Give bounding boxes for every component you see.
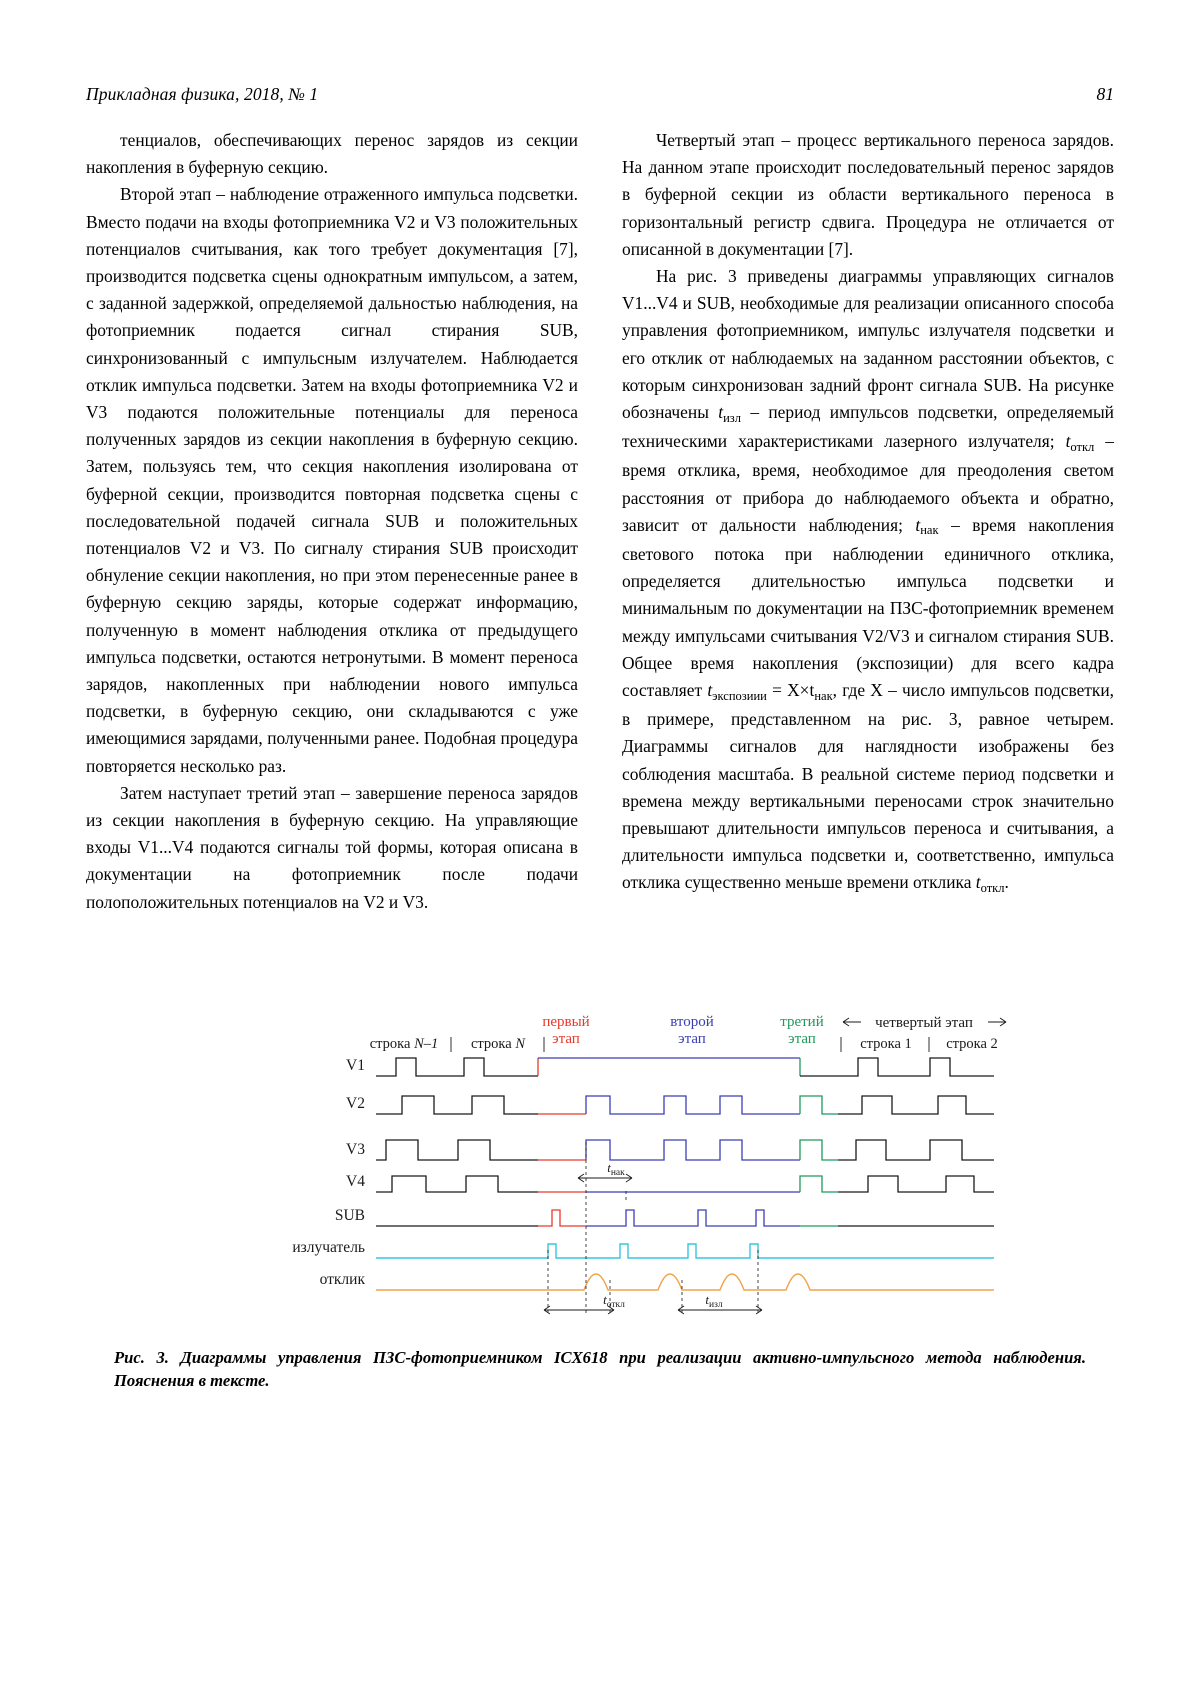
text-run: На рис. 3 приведены диаграммы управляющих сигналов V1...V4 и SUB, необходимые для реализации описанного способа управления фотоприемником, импульс излучателя подсветки и его отклик от наблюдаемых на заданном расстоянии объектов, с которым синхронизован задний фронт сигнала SUB. На рисунке обозначены <box>622 266 1114 423</box>
row-label-v3: V3 <box>346 1141 365 1158</box>
stage-label-3-line2: этап <box>788 1031 816 1047</box>
journal-title: Прикладная физика, 2018, № 1 <box>86 84 319 104</box>
subscript-otkl-2: откл <box>980 880 1005 895</box>
stage-label-1-line1: первый <box>542 1014 590 1030</box>
subscript-nak: нак <box>920 523 939 538</box>
stage-label-1-line2: этап <box>552 1031 580 1047</box>
subscript-nak-2: нак <box>814 688 833 703</box>
text-run: – период импульсов подсветки, определяемый техническими характеристиками лазерного излучателя; <box>622 402 1114 452</box>
symbol-t-nak: t <box>915 514 921 535</box>
waveform-v3 <box>376 1140 994 1160</box>
stage-label-4: четвертый этап <box>875 1015 973 1031</box>
figure-3 <box>86 1004 1114 1392</box>
waveform-sub <box>376 1210 994 1226</box>
timing-diagram-svg <box>86 1004 1114 1334</box>
waveform-emitter <box>376 1244 994 1258</box>
text-run: . <box>1004 872 1009 893</box>
subscript-izl: изл <box>723 410 741 425</box>
paragraph-figure-description <box>622 263 1114 899</box>
text-run: – время накопления светового потока при наблюдении единичного отклика, определяется длительностью импульса подсветки и минимальным по документации на ПЗС-фотоприемник временем между импульсами считывания V2/V3 и сигналом стирания SUB. Общее время накопления (экспозиции) для всего кадра составляет <box>622 514 1114 701</box>
page-header <box>86 84 1114 105</box>
top-label-row-n-1: строка N–1 <box>369 1036 439 1052</box>
stage-label-2-line1: второй <box>670 1014 714 1030</box>
row-label-v1: V1 <box>346 1057 365 1074</box>
left-column <box>86 127 578 916</box>
text-run: = X×t <box>766 680 815 701</box>
paragraph: Четвертый этап – процесс вертикального переноса зарядов. На данном этапе происходит последовательный перенос зарядов в буферной секции из области вертикального переноса в горизонтальный регистр сдвига. Процедура не отличается от описанной в документации [7]. <box>622 130 1114 259</box>
stage-label-2-line2: этап <box>678 1031 706 1047</box>
row-label-v4: V4 <box>346 1173 365 1190</box>
measurement-guides <box>548 1142 758 1314</box>
waveform-v2 <box>376 1096 994 1114</box>
text-run: – время отклика, время, необходимое для преодоления светом расстояния от прибора до наблюдаемого объекта и обратно, зависит от дальности наблюдения; <box>622 431 1114 535</box>
waveform-v1 <box>376 1058 994 1076</box>
waveform-v4 <box>376 1176 994 1192</box>
body-columns <box>86 127 1114 916</box>
symbol-t-izl: t <box>718 402 724 423</box>
stage-label-3-line1: третий <box>780 1014 824 1030</box>
subscript-otkl: откл <box>1070 439 1095 454</box>
row-label-v2: V2 <box>346 1095 365 1112</box>
row-label-emitter: излучатель <box>292 1239 365 1256</box>
page-number: 81 <box>1096 84 1114 104</box>
right-column <box>622 127 1114 916</box>
figure-caption: Рис. 3. Диаграммы управления ПЗС-фотоприемником ICX618 при реализации активно-импульсного метода наблюдения. Пояснения в тексте. <box>114 1348 1086 1390</box>
timing-diagram <box>86 1004 1114 1334</box>
paragraph: Второй этап – наблюдение отраженного импульса подсветки. Вместо подачи на входы фотоприемника V2 и V3 положительных потенциалов считывания, как того требует документация [7], производится подсветка сцены однократным импульсом, а затем, с заданной задержкой, определяемой дальностью наблюдения, на фотоприемник подается сигнал стирания SUB, синхронизованный с импульсным излучателем. Наблюдается отклик импульса подсветки. Затем на входы фотоприемника V2 и V3 подаются положительные потенциалы для переноса полученных зарядов из секции накопления в буферную секцию. Затем, пользуясь тем, что секция накопления изолирована от буферной секции, производится повторная подсветка сцены с последовательной подачей сигнала SUB и положительных потенциалов V2 и V3. По сигналу стирания SUB происходит обнуление секции накопления, но при этом перенесенные ранее в буферную секцию заряды, которые содержат информацию, полученную в момент наблюдения отклика от предыдущего импульса подсветки, остаются нетронутыми. В момент переноса зарядов, накопленных при наблюдении нового импульса подсветки, в буферную секцию, они складываются с уже имеющимися зарядами, полученными ранее. Подобная процедура повторяется несколько раз. <box>86 184 578 776</box>
symbol-t-otkl-2: t <box>975 872 981 893</box>
symbol-t-exp: t <box>707 680 713 701</box>
top-label-row-2: строка 2 <box>946 1036 998 1052</box>
row-label-response: отклик <box>319 1271 365 1288</box>
waveform-response <box>376 1274 994 1290</box>
top-label-row-n: строка N <box>470 1036 526 1052</box>
label-t-nak: $t_{нак}$ <box>607 1160 625 1178</box>
symbol-t-otkl: t <box>1065 431 1071 452</box>
paragraph: тенциалов, обеспечивающих перенос зарядов из секции накопления в буферную секцию. <box>86 130 578 178</box>
top-label-row-1: строка 1 <box>860 1036 912 1052</box>
text-run: , где X – число импульсов подсветки, в примере, представленном на рис. 3, равное четырем. Диаграммы сигналов для наглядности изображены без соблюдения масштаба. В реальной системе период подсветки и времена между вертикальными переносами строк значительно превышают длительности импульсов переноса и считывания, а длительности импульса подсветки и, соответственно, импульса отклика существенно меньше времени отклика <box>622 680 1114 893</box>
measure-t-otkl <box>544 1306 614 1314</box>
subscript-exp: экспозиии <box>712 688 767 703</box>
paragraph: Затем наступает третий этап – завершение переноса зарядов из секции накопления в буферную секцию. На управляющие входы V1...V4 подаются сигналы той формы, которая описана в документации на фотоприемник после подачи полоположительных потенциалов на V2 и V3. <box>86 782 578 912</box>
row-label-sub: SUB <box>334 1207 365 1224</box>
label-t-otkl: $t_{откл}$ <box>603 1292 625 1310</box>
label-t-izl: $t_{изл}$ <box>705 1292 723 1310</box>
